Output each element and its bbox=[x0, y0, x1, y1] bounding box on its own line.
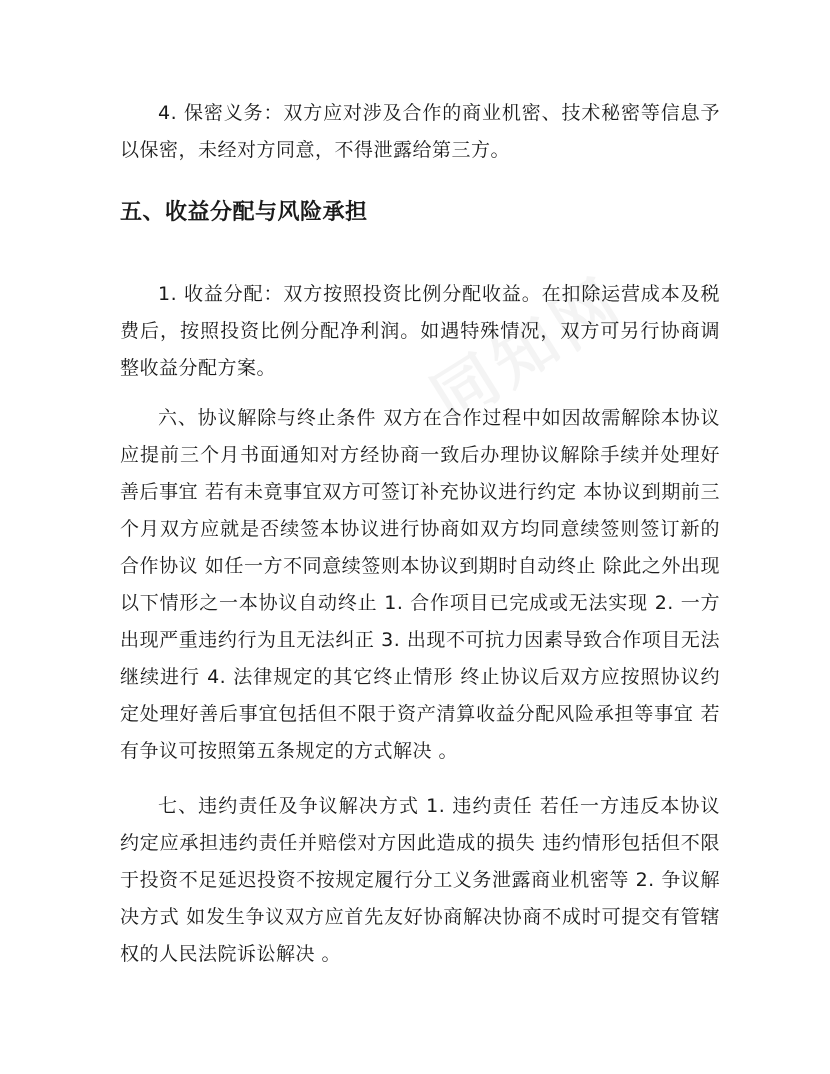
paragraph-profit-distribution: 1. 收益分配：双方按照投资比例分配收益。在扣除运营成本及税费后，按照投资比例分配净利润。如遇特殊情况，双方可另行协商调整收益分配方案。 bbox=[120, 283, 720, 379]
paragraph-liability-dispute: 七、违约责任及争议解决方式 1. 违约责任 若任一方违反本协议约定应承担违约责任并赔偿对方因此造成的损失 违约情形包括但不限于投资不足延迟投资不按规定履行分工义务泄露商业机密等 2. 争议解决方式 如发生争议双方应首先友好协商解决协商不成时可提交有管辖权的人民法院诉讼解决 。 bbox=[120, 795, 720, 965]
paragraph-termination: 六、协议解除与终止条件 双方在合作过程中如因故需解除本协议应提前三个月书面通知对方经协商一致后办理协议解除手续并处理好善后事宜 若有未竟事宜双方可签订补充协议进行约定 本协议到期前三个月双方应就是否续签本协议进行协商如双方均同意续签则签订新的合作协议 如任一方不同意续签则本协议到期时自动终止 除此之外出现以下情形之一本协议自动终止 1. 合作项目已完成或无法实现 2. 一方出现严重违约行为且无法纠正 3. 出现不可抗力因素导致合作项目无法继续进行 4. 法律规定的其它终止情形 终止协议后双方应按照协议约定处理好善后事宜包括但不限于资产清算收益分配风险承担等事宜 若有争议可按照第五条规定的方式解决 。 bbox=[120, 407, 720, 762]
paragraph-confidentiality: 4. 保密义务：双方应对涉及合作的商业机密、技术秘密等信息予以保密，未经对方同意，不得泄露给第三方。 bbox=[120, 102, 720, 161]
section-heading-profit-risk: 五、收益分配与风险承担 bbox=[120, 200, 368, 225]
